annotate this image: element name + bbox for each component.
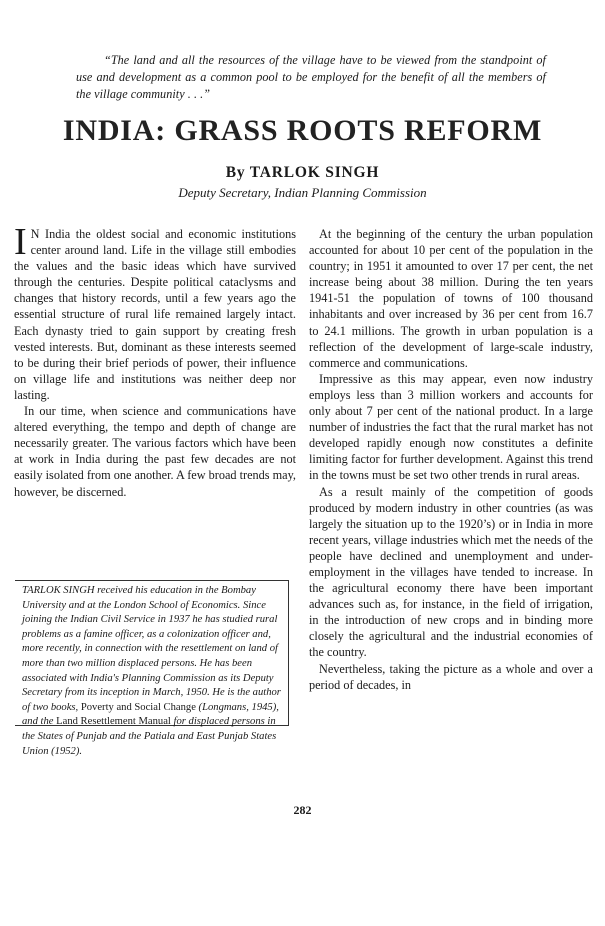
left-paragraph-2: In our time, when science and communications have altered everything, the tempo and depth of change are necessarily greater. The various factors which have been at work in India during the past few decades are not easily isolated from one another. A few broad trends may, however, be discerned. (14, 404, 296, 499)
drop-cap: I (14, 221, 27, 263)
bio-book-1: Poverty and Social Change (80, 701, 196, 713)
author-role: Deputy Secretary, Indian Planning Commission (178, 185, 427, 200)
left-paragraph-1 (14, 221, 296, 403)
right-paragraph-1: At the beginning of the century the urban population accounted for about 10 per cent of the population in the country; in 1951 it amounted to over 17 per cent, the net increase being about 38 million. During the ten years 1941-51 the population of towns of 100 thousand inhabitants and over increased by 36 per cent from 16.7 to 24.1 millions. The growth in urban population is a reflection of the development of large-scale industry, commerce and communications. (309, 227, 593, 370)
right-paragraph-2: Impressive as this may appear, even now industry employs less than 3 million workers and accounts for only about 7 per cent of the national product. In a large number of industries the fact that the rural market has not developed rapidly enough now constitutes a definite limiting factor for further development. Against this trend in the towns must be set two other trends in rural areas. (309, 371, 593, 483)
bio-text-1: TARLOK SINGH received his education in the Bombay University and at the London School of Economics. Since joining the Indian Civil Service in 1937 he has studied rural problems as a famine officer, as a colonization officer and, more recently, in connection with the resettlement on land of more than two million displaced persons. He has been associated with India's Planning Commission as its Deputy Secretary from its inception in March, 1950. He is the author of two books, (22, 585, 281, 713)
right-paragraph-4: Nevertheless, taking the picture as a whole and over a period of decades, in (309, 661, 593, 692)
left-paragraph-1-text: N India the oldest social and economic institutions center around land. Life in the village still embodies the values and the basic ideas which have survived through the centuries. Despite political cataclysms and changes that history records, until a few years ago the essential structure of rural life remained largely intact. Each dynasty tried to gain support by creating fresh vested interests. But, dominant as these interests seemed to be during their brief periods of power, their influence on village life and institutions was neither deep nor lasting. (14, 227, 296, 402)
article-title: INDIA: GRASS ROOTS REFORM (62, 114, 543, 147)
epigraph-quote: “The land and all the resources of the village have to be viewed from the standpoint of use and development as a common pool to be employed for the benefit of all the members of the village community . . .” (76, 53, 546, 102)
author-bio (22, 584, 282, 759)
page-number: 282 (293, 803, 312, 817)
bio-book-2: Land Resettlement Manual (56, 716, 171, 728)
byline: By TARLOK SINGH (225, 164, 380, 181)
bio-text-2: (Longmans, 1945), and the (22, 701, 279, 728)
right-paragraph-3: As a result mainly of the competition of goods produced by modern industry in other countries (as was largely the situation up to the 1920’s) or in India in more recent years, village industries which met the needs of the people have declined and unemployment and under-employment in the villages have tended to increase. In the agricultural economy there have been important advances such as, for instance, in the field of irrigation, in the introduction of new crops and in binding more closely the agricultural and the industrial economies of the country. (309, 484, 593, 660)
left-column (14, 221, 296, 500)
right-column (309, 226, 593, 693)
bio-text-3: for displaced persons in the States of Punjab and the Patiala and East Punjab States Union (1952). (22, 716, 277, 757)
